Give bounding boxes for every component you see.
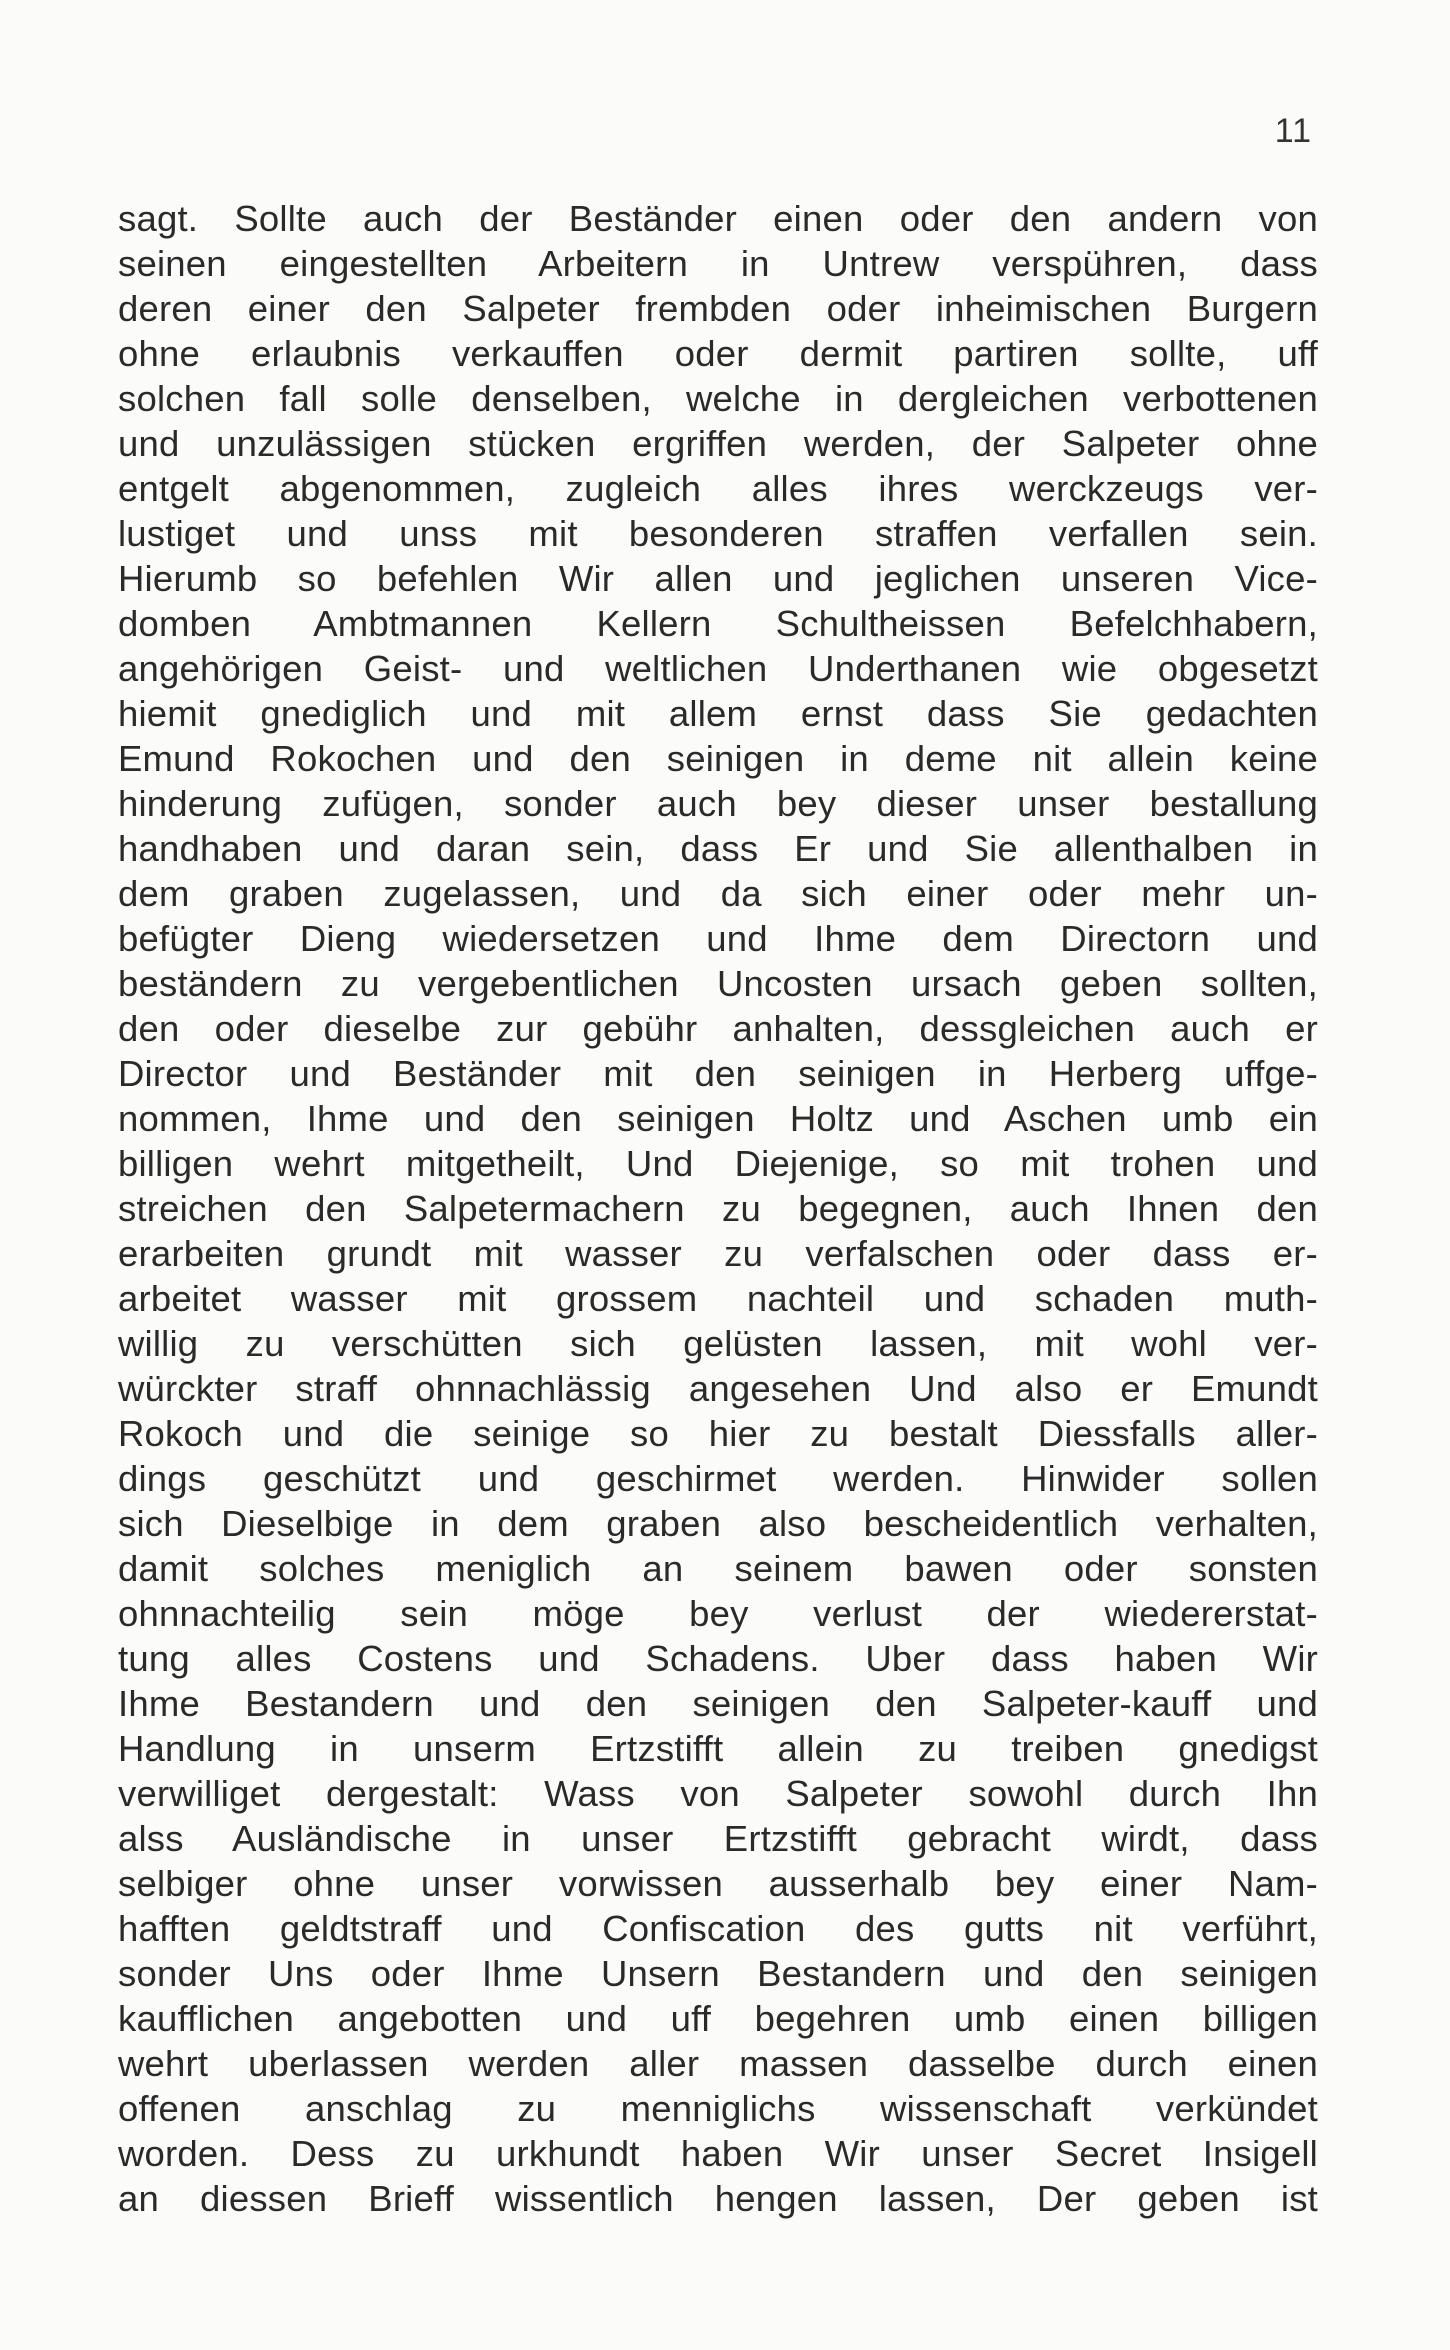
text-line: seinen eingestellten Arbeitern in Untrew verspühren, dass: [118, 243, 1318, 284]
text-line: tung alles Costens und Schadens. Uber dass haben Wir: [118, 1638, 1318, 1679]
text-line: Rokoch und die seinige so hier zu bestalt Diessfalls aller-: [118, 1413, 1318, 1454]
page-number: 11: [1274, 112, 1312, 150]
text-line: domben Ambtmannen Kellern Schultheissen Befelchhabern,: [118, 603, 1318, 644]
text-line: entgelt abgenommen, zugleich alles ihres werckzeugs ver-: [118, 468, 1318, 509]
text-line: hiemit gnediglich und mit allem ernst dass Sie gedachten: [118, 693, 1318, 734]
text-line: handhaben und daran sein, dass Er und Sie allenthalben in: [118, 828, 1318, 869]
text-line: solchen fall solle denselben, welche in dergleichen verbottenen: [118, 378, 1318, 419]
text-line: und unzulässigen stücken ergriffen werden, der Salpeter ohne: [118, 423, 1318, 464]
text-line: willig zu verschütten sich gelüsten lassen, mit wohl ver-: [118, 1323, 1318, 1364]
text-line: alss Ausländische in unser Ertzstifft gebracht wirdt, dass: [118, 1818, 1318, 1859]
text-line: ohne erlaubnis verkauffen oder dermit partiren sollte, uff: [118, 333, 1318, 374]
text-line: angehörigen Geist- und weltlichen Underthanen wie obgesetzt: [118, 648, 1318, 689]
text-line: Hierumb so befehlen Wir allen und jeglichen unseren Vice-: [118, 558, 1318, 599]
text-line: befügter Dieng wiedersetzen und Ihme dem Directorn und: [118, 918, 1318, 959]
text-line: beständern zu vergebentlichen Uncosten ursach geben sollten,: [118, 963, 1318, 1004]
text-line: den oder dieselbe zur gebühr anhalten, dessgleichen auch er: [118, 1008, 1318, 1049]
text-line: sich Dieselbige in dem graben also bescheidentlich verhalten,: [118, 1503, 1318, 1544]
text-line: verwilliget dergestalt: Wass von Salpeter sowohl durch Ihn: [118, 1773, 1318, 1814]
text-line: würckter straff ohnnachlässig angesehen Und also er Emundt: [118, 1368, 1318, 1409]
text-line: Emund Rokochen und den seinigen in deme nit allein keine: [118, 738, 1318, 779]
text-line: dings geschützt und geschirmet werden. Hinwider sollen: [118, 1458, 1318, 1499]
text-line: lustiget und unss mit besonderen straffen verfallen sein.: [118, 513, 1318, 554]
text-line: nommen, Ihme und den seinigen Holtz und Aschen umb ein: [118, 1098, 1318, 1139]
text-line: selbiger ohne unser vorwissen ausserhalb bey einer Nam-: [118, 1863, 1318, 1904]
text-line: sonder Uns oder Ihme Unsern Bestandern und den seinigen: [118, 1953, 1318, 1994]
text-line: hafften geldtstraff und Confiscation des gutts nit verführt,: [118, 1908, 1318, 1949]
text-line: Ihme Bestandern und den seinigen den Salpeter-kauff und: [118, 1683, 1318, 1724]
text-line: damit solches meniglich an seinem bawen oder sonsten: [118, 1548, 1318, 1589]
text-line: billigen wehrt mitgetheilt, Und Diejenige, so mit trohen und: [118, 1143, 1318, 1184]
text-line: arbeitet wasser mit grossem nachteil und schaden muth-: [118, 1278, 1318, 1319]
text-line: kaufflichen angebotten und uff begehren umb einen billigen: [118, 1998, 1318, 2039]
text-line: erarbeiten grundt mit wasser zu verfalschen oder dass er-: [118, 1233, 1318, 1274]
text-line: offenen anschlag zu menniglichs wissenschaft verkündet: [118, 2088, 1318, 2129]
text-line: Handlung in unserm Ertzstifft allein zu treiben gnedigst: [118, 1728, 1318, 1769]
text-line: dem graben zugelassen, und da sich einer oder mehr un-: [118, 873, 1318, 914]
text-line: hinderung zufügen, sonder auch bey dieser unser bestallung: [118, 783, 1318, 824]
text-line: worden. Dess zu urkhundt haben Wir unser Secret Insigell: [118, 2133, 1318, 2174]
text-line: Director und Beständer mit den seinigen in Herberg uffge-: [118, 1053, 1318, 1094]
text-line: deren einer den Salpeter frembden oder inheimischen Burgern: [118, 288, 1318, 329]
text-line: wehrt uberlassen werden aller massen dasselbe durch einen: [118, 2043, 1318, 2084]
body-text: [118, 196, 1318, 2221]
text-line: streichen den Salpetermachern zu begegnen, auch Ihnen den: [118, 1188, 1318, 1229]
text-line: ohnnachteilig sein möge bey verlust der wiedererstat-: [118, 1593, 1318, 1634]
text-line: sagt. Sollte auch der Beständer einen oder den andern von: [118, 198, 1318, 239]
text-line: an diessen Brieff wissentlich hengen lassen, Der geben ist: [118, 2178, 1318, 2219]
